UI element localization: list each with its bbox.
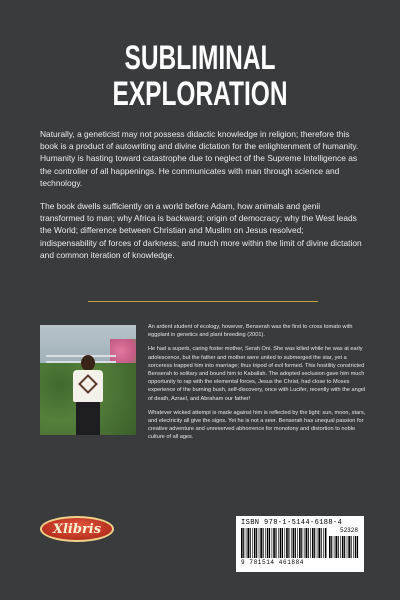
barcode-stripe bbox=[254, 528, 256, 558]
barcode-stripe bbox=[273, 528, 275, 558]
figure-head bbox=[81, 355, 95, 371]
divider bbox=[88, 301, 318, 302]
blurb-paragraph: Naturally, a geneticist may not possess didactic knowledge in religion; therefore this book is a product of autowriting and divine dictation for the enlightenment of humanity. Humanity is hasting toward catastrophe due to neglect of the Supreme Intelligence as the controller of all happenings. He communicates with man through science and technology. bbox=[40, 129, 359, 188]
barcode-stripe bbox=[310, 528, 311, 558]
barcode-stripe bbox=[275, 528, 276, 558]
barcode-stripe bbox=[331, 536, 332, 558]
barcode-stripe bbox=[269, 528, 270, 558]
barcode-stripe bbox=[288, 528, 289, 558]
publisher-logo-text: Xlibris bbox=[52, 521, 102, 537]
barcode-stripe bbox=[263, 528, 264, 558]
title-line-1: SUBLIMINAL bbox=[124, 39, 276, 77]
bio-paragraph: An ardent student of ecology, however, Benserah was the first to cross tomato with eggplant in genetics and plant breeding (2001). bbox=[148, 324, 353, 339]
barcode-stripe bbox=[317, 528, 318, 558]
barcode-stripe bbox=[312, 528, 314, 558]
barcode-stripe bbox=[325, 528, 327, 558]
book-blurb bbox=[40, 128, 362, 272]
blurb-paragraph: The book dwells sufficiently on a world before Adam, how animals and genii transformed to man; why Africa is backward; origin of democracy; why the West leads the World; difference between Christian and Muslim on Jesus resolved; indispensability of forces of darkness; and much more within the limit of divine dictation and common iteration of knowledge. bbox=[40, 201, 362, 260]
title-line-2: EXPLORATION bbox=[112, 75, 288, 113]
barcode-stripe bbox=[355, 536, 357, 558]
barcode-stripe bbox=[286, 528, 288, 558]
barcode-stripe bbox=[301, 528, 302, 558]
barcode-stripe bbox=[348, 536, 350, 558]
barcode-stripe bbox=[338, 536, 339, 558]
barcode-stripe bbox=[308, 528, 309, 558]
barcode-stripe bbox=[293, 528, 295, 558]
barcode-stripe bbox=[252, 528, 253, 558]
barcode-stripe bbox=[259, 528, 260, 558]
barcode-stripe bbox=[241, 528, 243, 558]
barcode-stripe bbox=[340, 536, 341, 558]
barcode-stripe bbox=[357, 536, 358, 558]
barcode-stripe bbox=[291, 528, 292, 558]
barcode-stripe bbox=[297, 528, 298, 558]
book-title bbox=[56, 40, 344, 112]
barcode-stripe bbox=[344, 536, 345, 558]
bio-paragraph: He had a superb, caring foster mother, Serah Oni. She was killed while he was at early adolescence, but the father and mother were united to submerged the star, yet a sorceress trapped him into marriage; thus tripod of evil formed. This hostility constricted Benserah to solitary and bound him to Kaballah. The adopted seclusion gave him much opportunity to rap with the elemental forces, Jesus the Christ, had close to Moses experience of the burning bush, self-discovery, once with Lucifer, recently with the angel of death, Azrael, and Abraham our father! bbox=[148, 346, 366, 402]
figure-trousers bbox=[76, 402, 100, 435]
barcode-stripe bbox=[250, 528, 251, 558]
barcode-stripe bbox=[280, 528, 282, 558]
barcode-stripe bbox=[267, 528, 269, 558]
publisher-logo bbox=[40, 516, 114, 542]
barcode-stripe bbox=[247, 528, 249, 558]
barcode-stripe bbox=[243, 528, 244, 558]
barcode-stripe bbox=[351, 536, 352, 558]
barcode-bars-graphic bbox=[241, 528, 327, 558]
barcode-stripe bbox=[265, 528, 266, 558]
barcode-stripe bbox=[304, 528, 305, 558]
barcode-stripe bbox=[306, 528, 308, 558]
barcode-stripe bbox=[329, 536, 331, 558]
barcode-stripe bbox=[256, 528, 257, 558]
photo-author-figure bbox=[70, 355, 106, 435]
price-code: 52328 bbox=[339, 527, 358, 534]
barcode-stripe bbox=[299, 528, 301, 558]
barcode-stripe bbox=[353, 536, 354, 558]
barcode-stripe bbox=[334, 536, 335, 558]
author-photo bbox=[40, 325, 136, 435]
barcode-stripe bbox=[335, 536, 337, 558]
barcode-stripe bbox=[323, 528, 324, 558]
barcode-stripe bbox=[246, 528, 247, 558]
isbn-text: ISBN 978-1-5144-6188-4 bbox=[241, 519, 343, 527]
barcode-digits: 9 781514 461884 bbox=[241, 559, 305, 566]
barcode-addon-bars-graphic bbox=[329, 536, 359, 558]
isbn-barcode bbox=[236, 516, 364, 572]
barcode-stripe bbox=[347, 536, 348, 558]
barcode-stripe bbox=[342, 536, 344, 558]
barcode-stripe bbox=[278, 528, 279, 558]
barcode-stripe bbox=[295, 528, 296, 558]
barcode-stripe bbox=[314, 528, 315, 558]
barcode-stripe bbox=[285, 528, 286, 558]
barcode-stripe bbox=[321, 528, 322, 558]
barcode-stripe bbox=[272, 528, 273, 558]
barcode-stripe bbox=[282, 528, 283, 558]
barcode-stripe bbox=[318, 528, 320, 558]
bio-paragraph: Whatever wicked attempt is made against him is reflected by the light: sun, moon, stars, and electricity all give the signs. Yet he is not a seer. Benserah has unequal passion for creative adventure and unreserved abhorrence for monotony and distortion to noble culture of all ages. bbox=[148, 409, 366, 441]
author-bio bbox=[148, 323, 366, 448]
barcode-stripe bbox=[260, 528, 262, 558]
